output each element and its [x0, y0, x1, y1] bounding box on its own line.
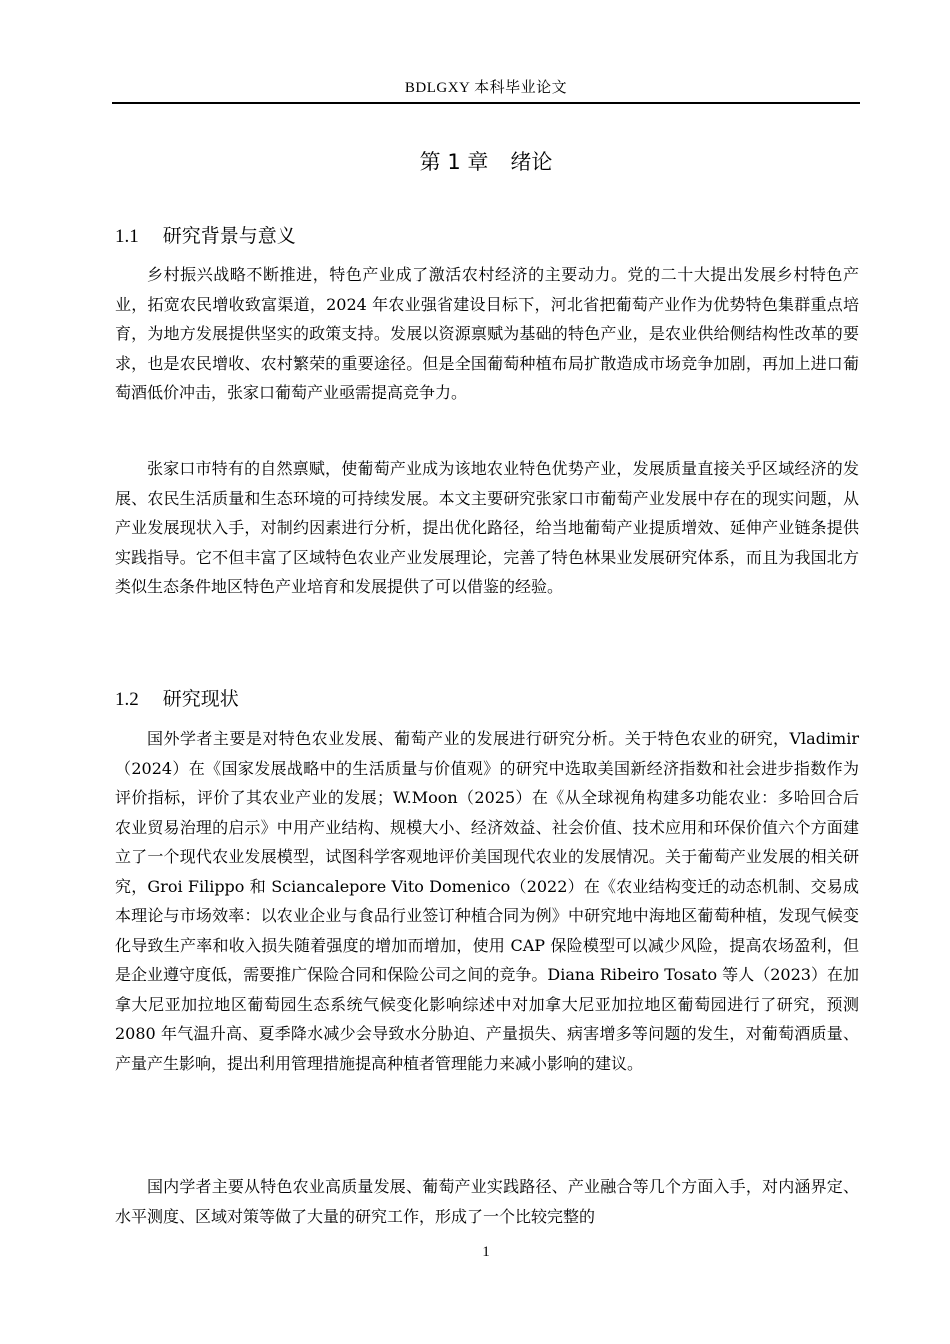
- section-heading: [115, 684, 239, 711]
- section-number: 1.1: [115, 226, 139, 247]
- page-number: 1: [482, 1244, 490, 1260]
- chapter-title-text: 绪论: [510, 150, 553, 174]
- section-heading: [115, 221, 296, 248]
- body-paragraph: 国内学者主要从特色农业高质量发展、葡萄产业实践路径、产业融合等几个方面入手，对内涵界定、水平测度、区域对策等做了大量的研究工作，形成了一个比较完整的: [115, 1177, 859, 1226]
- section-title-text: 研究现状: [162, 688, 239, 710]
- body-paragraph: 乡村振兴战略不断推进，特色产业成了激活农村经济的主要动力。党的二十大提出发展乡村特色产业，拓宽农民增收致富渠道，2024 年农业强省建设目标下，河北省把葡萄产业作为优势特色集群重点培育，为地方发展提供坚实的政策支持。发展以资源禀赋为基础的特色产业，是农业供给侧结构性改革的要求，也是农民增收、农村繁荣的重要途径。但是全国葡萄种植布局扩散造成市场竞争加剧，再加上进口葡萄酒低价冲击，张家口葡萄产业亟需提高竞争力。: [115, 265, 859, 402]
- chapter-number: 第 1 章: [419, 150, 489, 174]
- section-number: 1.2: [115, 689, 139, 710]
- section-title-text: 研究背景与意义: [162, 225, 296, 247]
- body-paragraph: 国外学者主要是对特色农业发展、葡萄产业的发展进行研究分析。关于特色农业的研究，Vladimir（2024）在《国家发展战略中的生活质量与价值观》的研究中选取美国新经济指数和社会进步指数作为评价指标，评价了其农业产业的发展；W.Moon（2025）在《从全球视角构建多功能农业：多哈回合后农业贸易治理的启示》中用产业结构、规模大小、经济效益、社会价值、技术应用和环保价值六个方面建立了一个现代农业发展模型，试图科学客观地评价美国现代农业的发展情况。关于葡萄产业发展的相关研究，Groi Filippo 和 Sciancalepore Vito Domenico（2022）在《农业结构变迁的动态机制、交易成本理论与市场效率：以农业企业与食品行业签订种植合同为例》中研究地中海地区葡萄种植，发现气候变化导致生产率和收入损失随着强度的增加而增加，使用 CAP 保险模型可以减少风险，提高农场盈利，但是企业遵守度低，需要推广保险合同和保险公司之间的竞争。Diana Ribeiro Tosato 等人（2023）在加拿大尼亚加拉地区葡萄园生态系统气候变化影响综述中对加拿大尼亚加拉地区葡萄园进行了研究，预测 2080 年气温升高、夏季降水减少会导致水分胁迫、产量损失、病害增多等问题的发生，对葡萄酒质量、产量产生影响，提出利用管理措施提高种植者管理能力来减小影响的建议。: [115, 729, 859, 1073]
- running-header: BDLGXY 本科毕业论文: [112, 76, 860, 104]
- chapter-title: [112, 146, 860, 176]
- body-paragraph: 张家口市特有的自然禀赋，使葡萄产业成为该地农业特色优势产业，发展质量直接关乎区域经济的发展、农民生活质量和生态环境的可持续发展。本文主要研究张家口市葡萄产业发展中存在的现实问题，从产业发展现状入手，对制约因素进行分析，提出优化路径，给当地葡萄产业提质增效、延伸产业链条提供实践指导。它不但丰富了区域特色农业产业发展理论，完善了特色林果业发展研究体系，而且为我国北方类似生态条件地区特色产业培育和发展提供了可以借鉴的经验。: [115, 459, 859, 596]
